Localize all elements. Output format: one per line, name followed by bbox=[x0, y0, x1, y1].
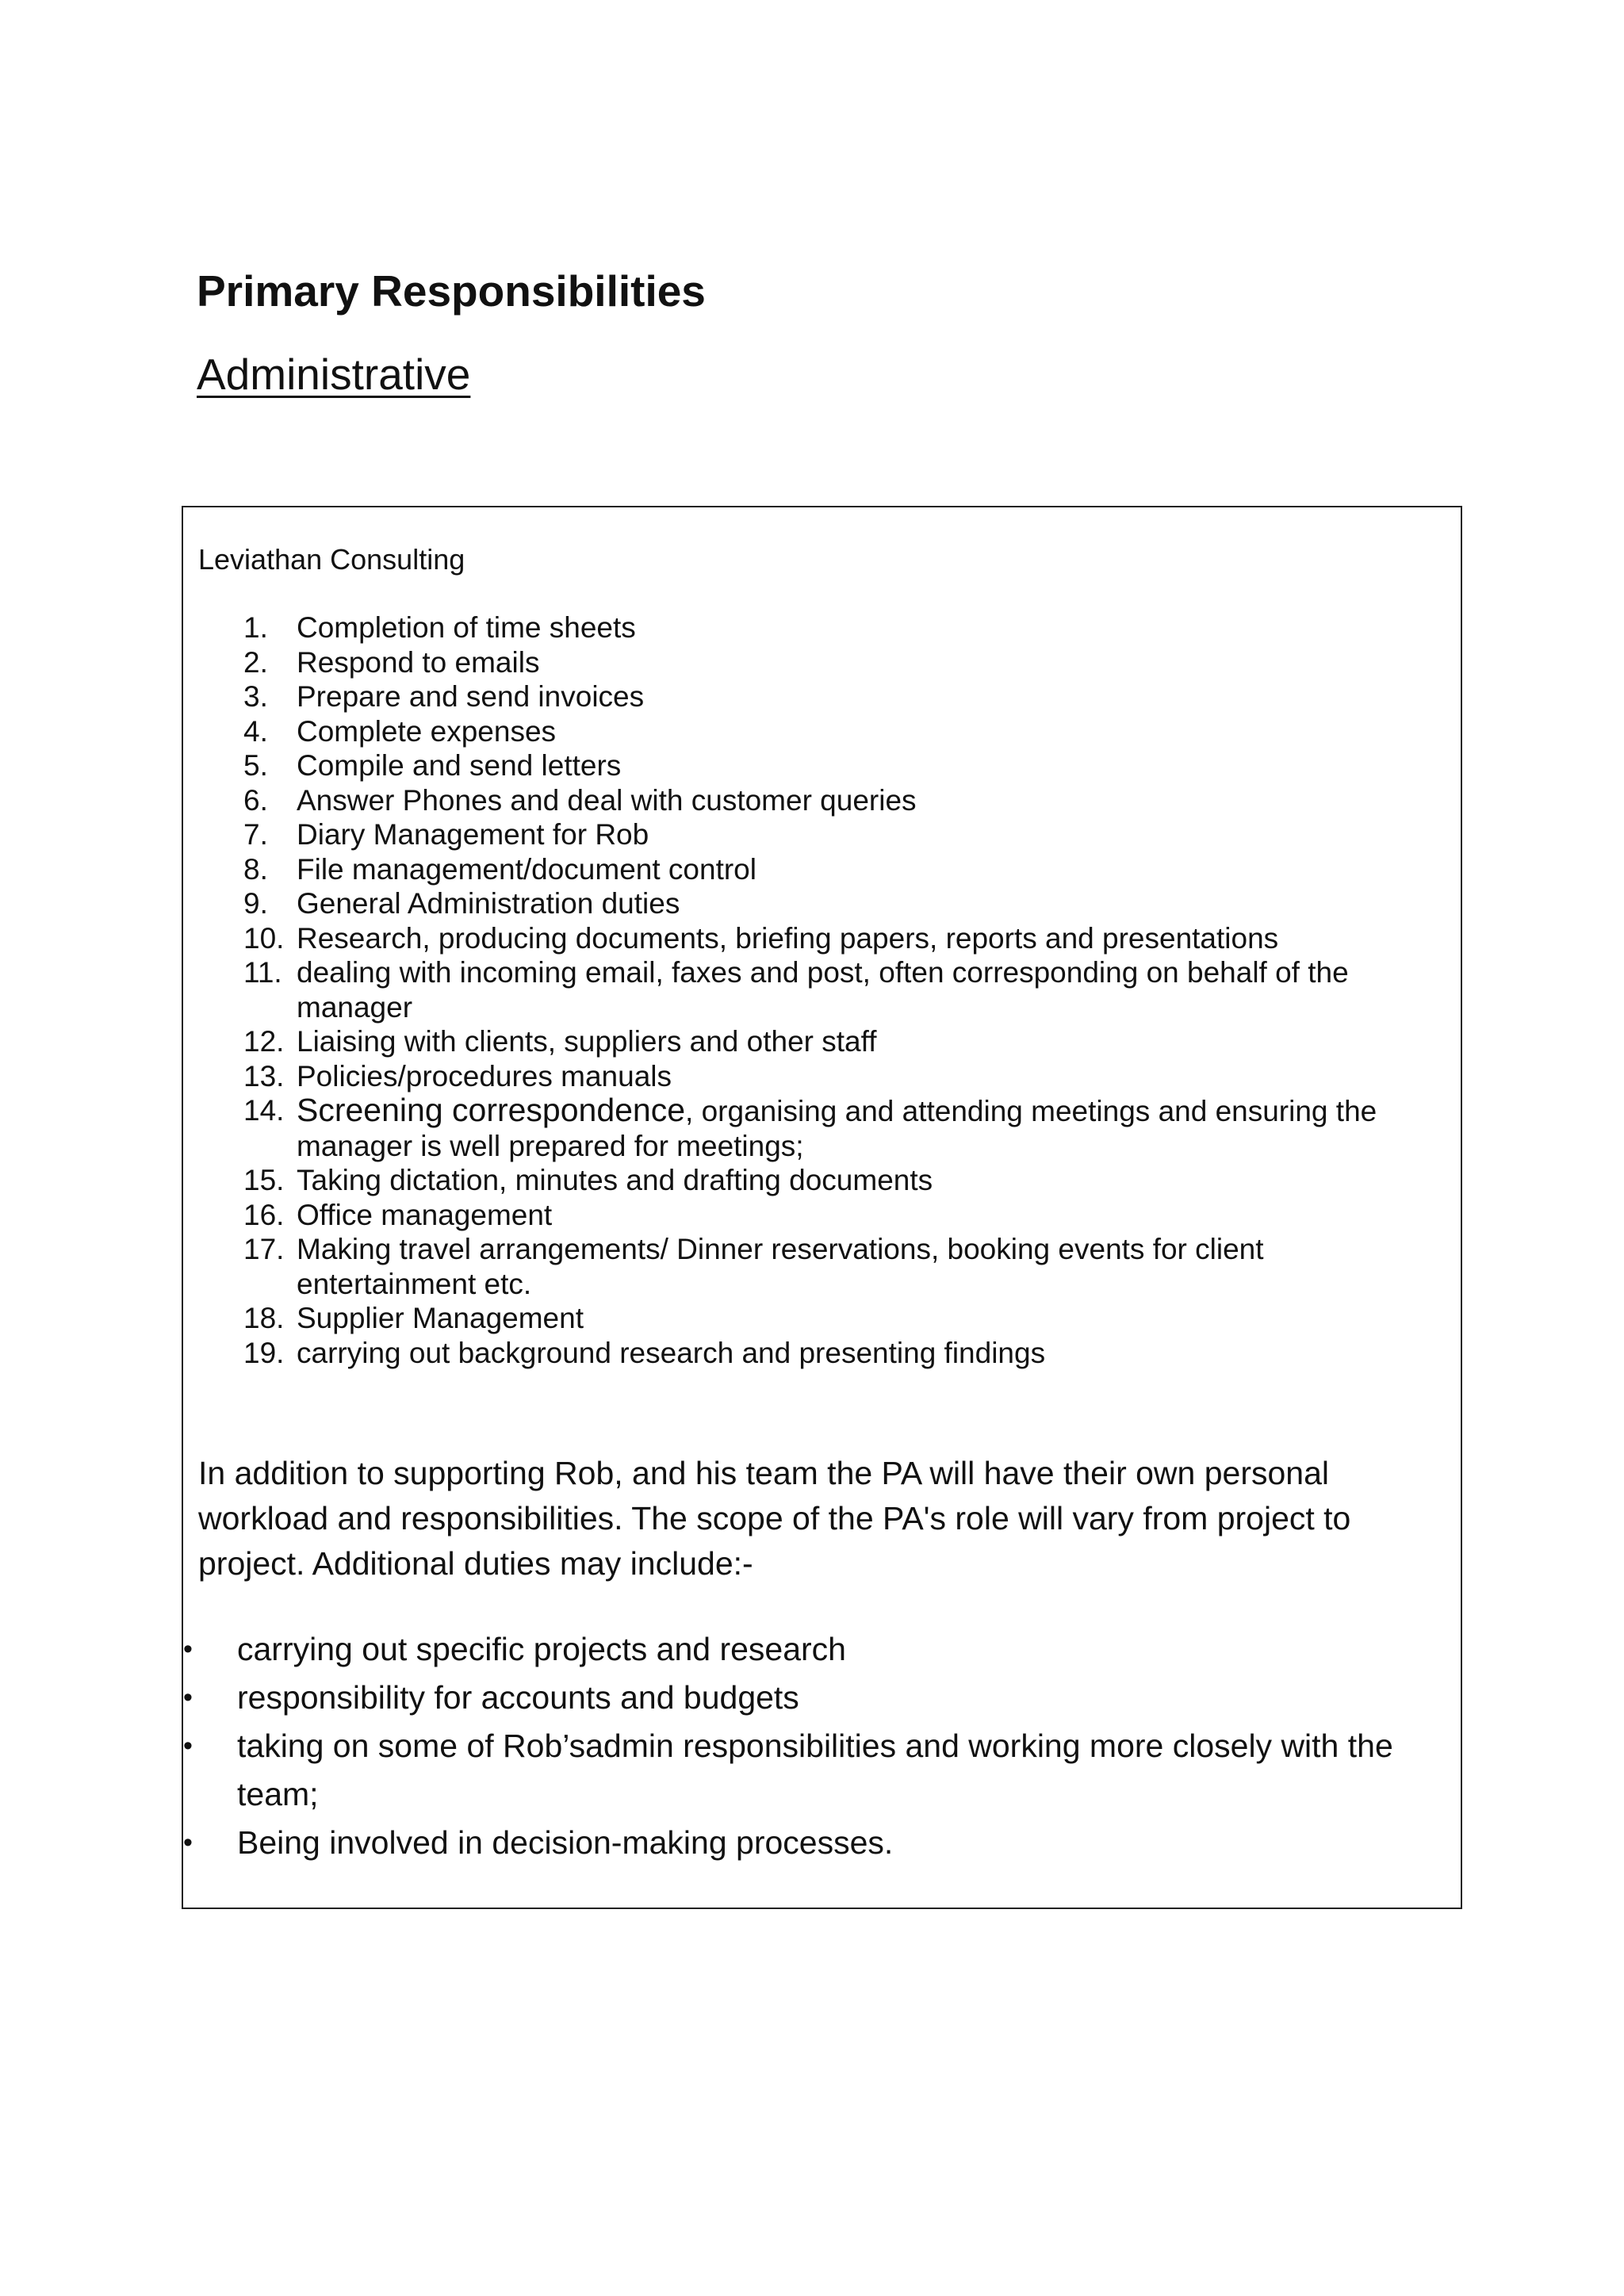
list-item bbox=[183, 852, 1460, 887]
item-number: 17. bbox=[243, 1233, 285, 1265]
item-text: , organising and attending meetings and ensuring the manager is well prepared for meetings; bbox=[297, 1095, 1377, 1162]
list-item bbox=[183, 955, 1460, 1024]
list-item bbox=[183, 679, 1460, 714]
item-number: 10. bbox=[243, 921, 285, 955]
item-number: 7. bbox=[243, 818, 268, 851]
list-item bbox=[183, 1819, 1460, 1867]
item-number: 4. bbox=[243, 714, 268, 748]
list-item bbox=[183, 1059, 1460, 1094]
item-text: Office management bbox=[297, 1198, 553, 1231]
list-item bbox=[183, 714, 1460, 749]
list-item bbox=[183, 748, 1460, 783]
list-item bbox=[183, 1163, 1460, 1198]
list-item bbox=[183, 1625, 1460, 1674]
item-text: General Administration duties bbox=[297, 887, 680, 920]
item-number: 8. bbox=[243, 852, 268, 886]
item-text: Making travel arrangements/ Dinner reservations, booking events for client entertainment etc. bbox=[297, 1233, 1264, 1300]
item-number: 1. bbox=[243, 611, 268, 644]
bullet-icon: • bbox=[183, 1682, 193, 1712]
company-name: Leviathan Consulting bbox=[198, 543, 465, 576]
item-text: Answer Phones and deal with customer queries bbox=[297, 783, 917, 817]
list-item bbox=[183, 1674, 1460, 1722]
list-item bbox=[183, 886, 1460, 921]
item-number: 19. bbox=[243, 1336, 285, 1369]
item-number: 13. bbox=[243, 1059, 285, 1093]
section-subheading: Administrative bbox=[197, 350, 471, 399]
item-number: 14. bbox=[243, 1094, 285, 1127]
item-number: 9. bbox=[243, 887, 268, 920]
item-number: 5. bbox=[243, 749, 268, 782]
item-text: Prepare and send invoices bbox=[297, 680, 645, 713]
item-text: carrying out specific projects and research bbox=[237, 1631, 846, 1667]
item-text: Diary Management for Rob bbox=[297, 818, 649, 851]
item-text: carrying out background research and presenting findings bbox=[297, 1336, 1046, 1369]
item-number: 11. bbox=[243, 956, 282, 989]
duties-list bbox=[183, 610, 1460, 1370]
intro-paragraph: In addition to supporting Rob, and his team the PA will have their own personal workload and responsibilities. The scope of the PA's role will vary from project to project. Additional duties may include:- bbox=[198, 1455, 1351, 1582]
item-text: Complete expenses bbox=[297, 714, 557, 748]
item-text: responsibility for accounts and budgets bbox=[237, 1679, 799, 1716]
item-number: 18. bbox=[243, 1302, 285, 1334]
list-item bbox=[183, 1336, 1460, 1371]
item-number: 3. bbox=[243, 680, 268, 713]
responsibilities-box bbox=[182, 506, 1462, 1909]
item-text: Taking dictation, minutes and drafting documents bbox=[297, 1164, 933, 1196]
list-item bbox=[183, 645, 1460, 680]
item-text: Liaising with clients, suppliers and other staff bbox=[297, 1025, 877, 1058]
list-item bbox=[183, 921, 1460, 956]
item-lead-text: Screening correspondence bbox=[297, 1092, 686, 1128]
item-number: 15. bbox=[243, 1164, 285, 1196]
list-item bbox=[183, 783, 1460, 818]
item-number: 2. bbox=[243, 645, 268, 679]
item-text: Being involved in decision-making processes. bbox=[237, 1824, 894, 1861]
list-item bbox=[183, 817, 1460, 852]
item-text: dealing with incoming email, faxes and post, often corresponding on behalf of the manager bbox=[297, 956, 1349, 1024]
list-item bbox=[183, 1093, 1460, 1163]
list-item bbox=[183, 610, 1460, 645]
bullet-icon: • bbox=[183, 1827, 193, 1858]
item-number: 6. bbox=[243, 783, 268, 817]
item-text: Research, producing documents, briefing papers, reports and presentations bbox=[297, 921, 1279, 955]
item-number: 12. bbox=[243, 1025, 285, 1058]
item-number: 16. bbox=[243, 1198, 285, 1231]
item-text: Respond to emails bbox=[297, 645, 540, 679]
list-item bbox=[183, 1722, 1460, 1819]
list-item bbox=[183, 1024, 1460, 1059]
list-item bbox=[183, 1198, 1460, 1233]
bullet-icon: • bbox=[183, 1634, 193, 1664]
page-heading: Primary Responsibilities bbox=[197, 266, 706, 316]
bullet-icon: • bbox=[183, 1731, 193, 1761]
list-item bbox=[183, 1301, 1460, 1336]
item-text: File management/document control bbox=[297, 852, 756, 886]
item-text: Supplier Management bbox=[297, 1302, 584, 1334]
list-item bbox=[183, 1232, 1460, 1301]
item-text: Policies/procedures manuals bbox=[297, 1059, 672, 1093]
item-text: Completion of time sheets bbox=[297, 611, 636, 644]
item-text: Compile and send letters bbox=[297, 749, 622, 782]
additional-duties-list bbox=[183, 1625, 1460, 1867]
item-text: taking on some of Rob’sadmin responsibilities and working more closely with the team; bbox=[237, 1728, 1393, 1812]
